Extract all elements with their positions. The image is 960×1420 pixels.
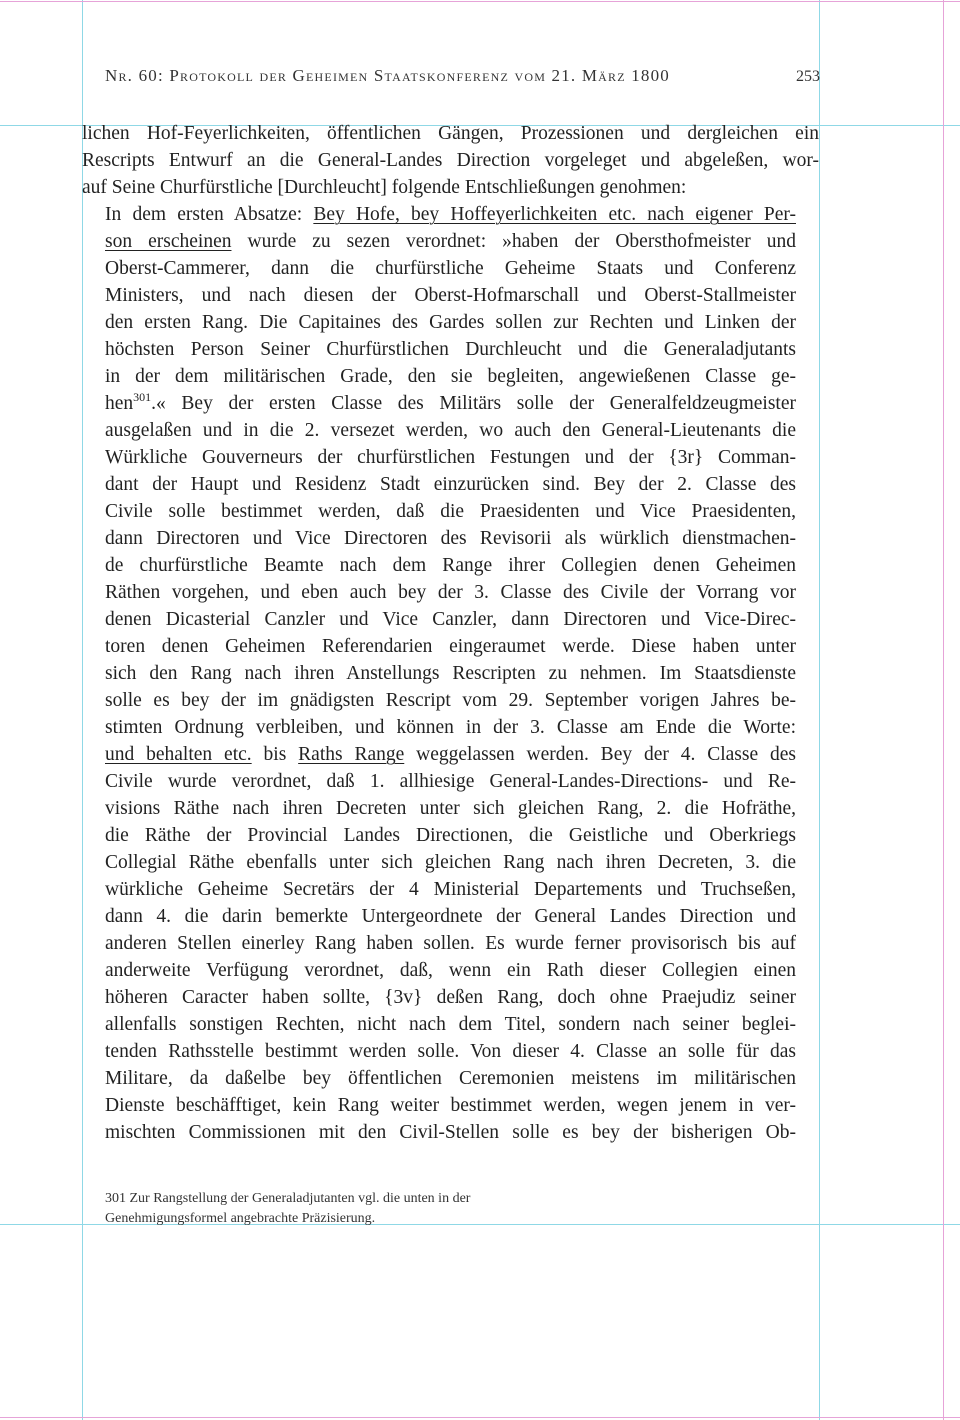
- text-line: in der dem militärischen Grade, den sie begleiten, angewießenen Classe ge-: [105, 366, 796, 387]
- text-line: höheren Caracter haben sollte, {3v} deßen Rang, doch ohne Praejudiz seiner: [105, 987, 796, 1008]
- text-line: Oberst-Cammerer, dann die churfürstliche Geheime Staats und Conferenz: [105, 258, 796, 279]
- underlined-text: Raths Range: [298, 744, 405, 765]
- underlined-text: und behalten etc.: [105, 744, 252, 765]
- text-line: Räthen vorgehen, und eben auch bey der 3. Classe des Civile der Vorrang vor: [105, 582, 796, 603]
- text-line: anderweite Verfügung verordnet, daß, wenn ein Rath dieser Collegien einen: [105, 960, 796, 981]
- text-line: [105, 390, 796, 417]
- text-line: Militare, da daßelbe bey öffentlichen Ceremonien meistens im militärischen: [105, 1068, 796, 1089]
- text-line: Collegial Räthe ebenfalls unter sich gleichen Rang nach ihren Decreten, 3. die: [105, 852, 796, 873]
- text-line: dann 4. die darin bemerkte Untergeordnete der General Landes Direction und: [105, 906, 796, 927]
- page-edge-top: [0, 1, 960, 2]
- text-run: hen: [105, 393, 134, 414]
- text-line: Würkliche Gouverneurs der churfürstlichen Festungen und der {3r} Comman-: [105, 447, 796, 468]
- underlined-text: son erscheinen: [105, 231, 232, 252]
- text-line: [105, 228, 796, 255]
- text-line: stimten Ordnung verbleiben, und können in der 3. Classe am Ende die Worte:: [105, 717, 796, 738]
- text-line: höchsten Person Seiner Churfürstlichen Durchleucht und die Generaladjutants: [105, 339, 796, 360]
- page-edge-bottom: [0, 1417, 960, 1418]
- text-line: solle es bey der im gnädigsten Rescript vom 29. September vorigen Jahres be-: [105, 690, 796, 711]
- footnote-line: Genehmigungsformel angebrachte Präzisierung.: [105, 1211, 376, 1226]
- text-line: [105, 741, 796, 768]
- text-line: würkliche Geheime Secretärs der 4 Ministerial Departements und Truchseßen,: [105, 879, 796, 900]
- text-line: mischten Commissionen mit den Civil-Stellen solle es bey der bisherigen Ob-: [105, 1122, 796, 1143]
- text-line: Rescripts Entwurf an die General-Landes Direction vorgeleget und abgeleßen, wor-: [82, 150, 819, 171]
- text-run: In dem ersten Absatze:: [105, 204, 314, 225]
- text-line: ausgelaßen und in die 2. versezet werden, wo auch den General-Lieutenants die: [105, 420, 796, 441]
- text-line: Civile solle bestimmet werden, daß die Praesidenten und Vice Praesidenten,: [105, 501, 796, 522]
- text-run: bis: [251, 744, 299, 765]
- footnote-marker[interactable]: 301: [133, 390, 152, 404]
- text-line: allenfalls sonstigen Rechten, nicht nach dem Titel, sondern nach seiner beglei-: [105, 1014, 796, 1035]
- text-line: sich den Rang nach ihren Anstellungs Rescripten zu nehmen. Im Staatsdienste: [105, 663, 796, 684]
- text-line: toren denen Geheimen Referendarien eingeraumet werde. Diese haben unter: [105, 636, 796, 657]
- text-line: den ersten Rang. Die Capitaines des Gardes sollen zur Rechten und Linken der: [105, 312, 796, 333]
- text-line: denen Dicasterial Canzler und Vice Canzler, dann Directoren und Vice-Direc-: [105, 609, 796, 630]
- text-line: de churfürstliche Beamte nach dem Range ihrer Collegien denen Geheimen: [105, 555, 796, 576]
- text-line: lichen Hof-Feyerlichkeiten, öffentlichen Gängen, Prozessionen und dergleichen ein: [82, 123, 819, 144]
- text-line: visions Räthe nach ihren Decreten unter sich gleichen Rang, 2. die Hofräthe,: [105, 798, 796, 819]
- text-line: tenden Rathsstelle bestimmt werden solle. Von dieser 4. Classe an solle für das: [105, 1041, 796, 1062]
- text-line: Civile wurde verordnet, daß 1. allhiesige General-Landes-Directions- und Re-: [105, 771, 796, 792]
- text-run: wurde zu sezen verordnet: »haben der Obersthofmeister und: [231, 231, 796, 252]
- text-line: auf Seine Churfürstliche [Durchleucht] folgende Entschließungen genohmen:: [82, 177, 687, 198]
- underlined-text: Bey Hofe, bey Hoffeyerlichkeiten etc. nach eigener Per-: [313, 204, 796, 225]
- page-edge-right: [943, 0, 944, 1420]
- text-line: die Räthe der Provincial Landes Directionen, die Geistliche und Oberkriegs: [105, 825, 796, 846]
- page-number: 253: [796, 68, 820, 85]
- text-run: .« Bey der ersten Classe des Militärs solle der Generalfeldzeugmeister: [151, 393, 796, 414]
- text-line: anderen Stellen einerley Rang haben sollen. Es wurde ferner provisorisch bis auf: [105, 933, 796, 954]
- text-line: dann Directoren und Vice Directoren des Revisorii als würklich dienstmachen-: [105, 528, 796, 549]
- margin-guide-left: [82, 0, 83, 1420]
- text-line: Dienste beschäfftiget, kein Rang weiter bestimmet werden, wegen jenem in ver-: [105, 1095, 796, 1116]
- text-line: dant der Haupt und Residenz Stadt einzurücken sind. Bey der 2. Classe des: [105, 474, 796, 495]
- text-run: weggelassen werden. Bey der 4. Classe des: [404, 744, 797, 765]
- footnote-line: 301 Zur Rangstellung der Generaladjutanten vgl. die unten in der: [105, 1191, 471, 1206]
- text-line: Ministers, und nach diesen der Oberst-Hofmarschall und Oberst-Stallmeister: [105, 285, 796, 306]
- text-line: [105, 201, 796, 228]
- running-head: Nr. 60: Protokoll der Geheimen Staatskonferenz vom 21. März 1800: [105, 66, 670, 85]
- margin-guide-right: [819, 0, 820, 1420]
